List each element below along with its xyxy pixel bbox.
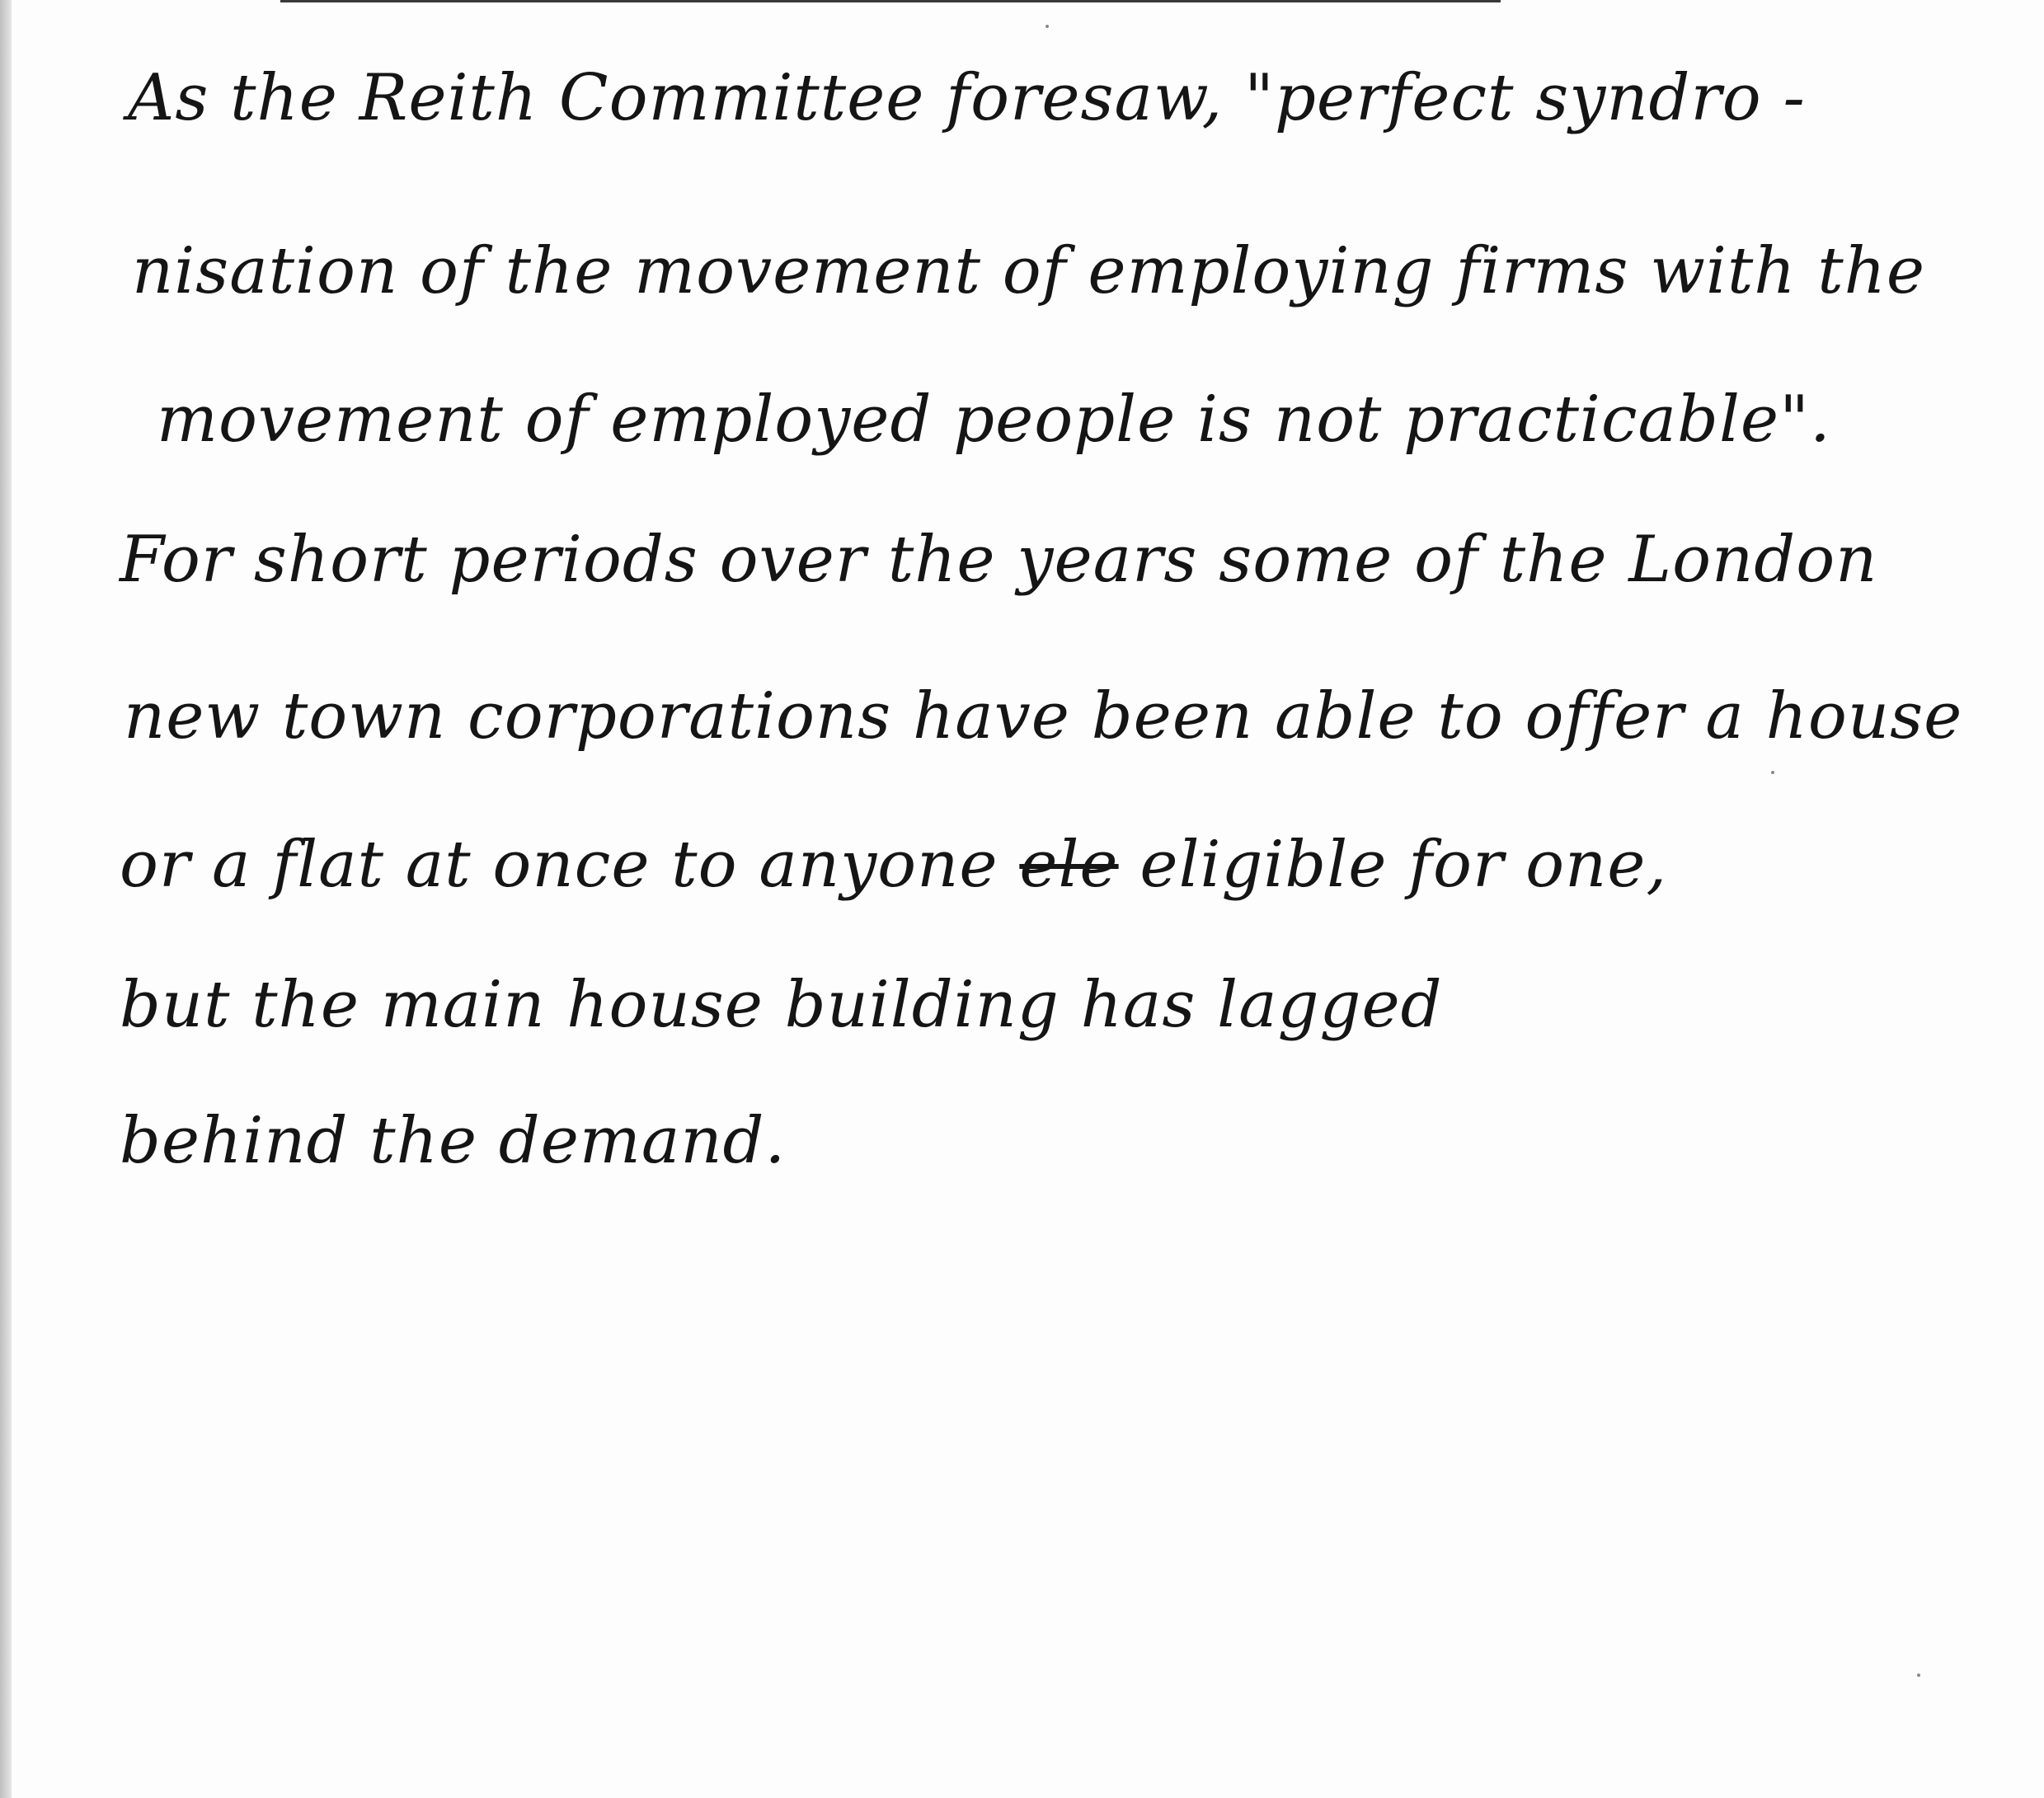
text-line [120,828,1668,902]
scan-edge-shadow [0,0,12,1798]
line-text: or a flat at once to anyone [120,828,999,902]
top-ruled-line [280,0,1501,2]
text-line: For short periods over the years some of the London [120,523,1878,597]
text-line: but the main house building has lagged [120,968,1443,1042]
scan-speck [1917,1674,1920,1677]
text-line: movement of employed people is not practicable". [157,383,1831,457]
scan-speck [1771,771,1774,774]
text-line: behind the demand. [120,1104,787,1178]
scan-speck [1045,25,1049,28]
text-line: As the Reith Committee foresaw, "perfect syndro - [128,61,1806,135]
line-text-tail: eligible for one, [1139,828,1668,902]
text-line: new town corporations have been able to offer a house [124,679,1963,753]
text-line: nisation of the movement of employing firms with the [132,234,1926,308]
crossed-out-word: ele [1019,828,1119,902]
